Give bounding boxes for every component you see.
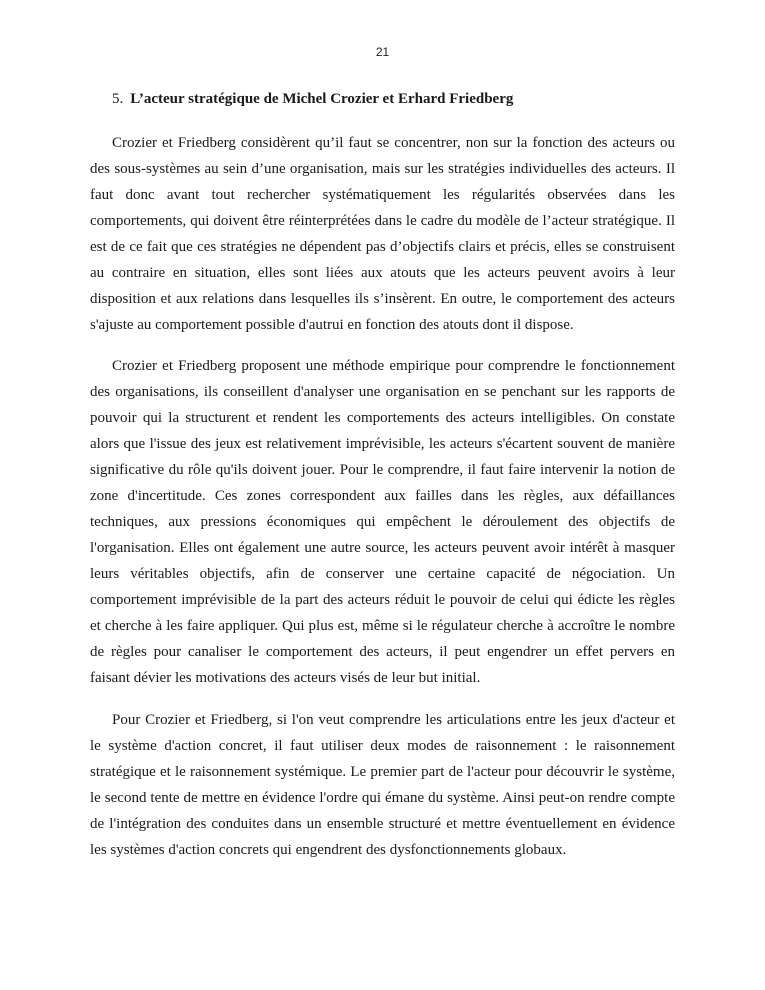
page-number: 21 <box>375 45 390 59</box>
body-paragraph: Pour Crozier et Friedberg, si l'on veut comprendre les articulations entre les jeux d'acteur et le système d'action concret, il faut utiliser deux modes de raisonnement : le raisonnement stratégique et le raisonnement systémique. Le premier part de l'acteur pour découvrir le système, le second tente de mettre en évidence l'ordre qui émane du système. Ainsi peut-on rendre compte de l'intégration des conduites dans un ensemble structuré et mettre éventuellement en évidence les systèmes d'action concrets qui engendrent des dysfonctionnements globaux. <box>90 712 675 858</box>
body-paragraph: Crozier et Friedberg proposent une méthode empirique pour comprendre le fonctionnement des organisations, ils conseillent d'analyser une organisation en se penchant sur les rapports de pouvoir qui la structurent et rendent les comportements des acteurs intelligibles. On constate alors que l'issue des jeux est relativement imprévisible, les acteurs s'écartent souvent de manière significative du rôle qu'ils doivent jouer. Pour le comprendre, il faut faire intervenir la notion de zone d'incertitude. Ces zones correspondent aux failles dans les règles, aux défaillances techniques, aux pressions économiques qui empêchent le déroulement des objectifs de l'organisation. Elles ont également une autre source, les acteurs peuvent avoir intérêt à masquer leurs véritables objectifs, afin de conserver une certaine capacité de négociation. Un comportement imprévisible de la part des acteurs réduit le pouvoir de celui qui édicte les règles et cherche à les faire appliquer. Qui plus est, même si le régulateur cherche à accroître le nombre de règles pour canaliser le comportement des acteurs, il peut engendrer un effet pervers en faisant dévier les motivations des acteurs visés de leur but initial. <box>90 358 675 686</box>
section-number: 5. <box>112 91 124 107</box>
body-paragraph: Crozier et Friedberg considèrent qu’il faut se concentrer, non sur la fonction des acteurs ou des sous-systèmes au sein d’une organisation, mais sur les stratégies individuelles des acteurs. Il faut donc avant tout rechercher systématiquement les régularités observées dans les comportements, qui doivent être réinterprétées dans le cadre du modèle de l’acteur stratégique. Il est de ce fait que ces stratégies ne dépendent pas d’objectifs clairs et précis, elles se construisent au contraire en situation, elles sont liées aux atouts que les acteurs peuvent avoirs à leur disposition et aux relations dans lesquelles ils s’insèrent. En outre, le comportement des acteurs s'ajuste au comportement possible d'autrui en fonction des atouts dont il dispose. <box>90 135 675 333</box>
section-title: L’acteur stratégique de Michel Crozier et Erhard Friedberg <box>130 91 514 107</box>
section-heading <box>112 89 513 109</box>
